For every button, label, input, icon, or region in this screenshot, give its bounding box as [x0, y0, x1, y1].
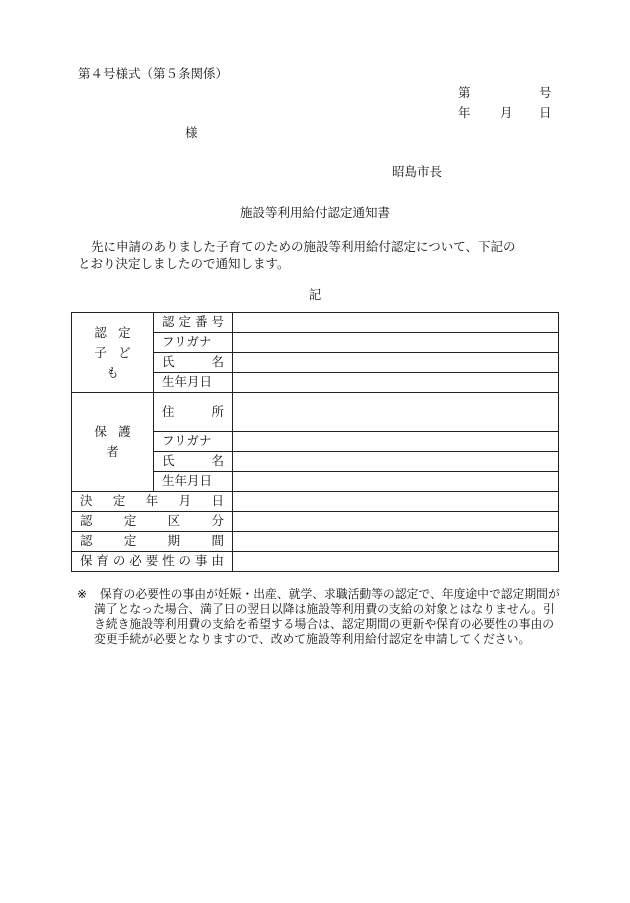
body-line-2: とおり決定しましたので通知します。	[78, 256, 290, 271]
date-day: 日	[539, 105, 552, 120]
decision-date-value	[233, 492, 559, 512]
label-guardian-birthdate-text: 生年月日	[162, 473, 213, 489]
guardian-birthdate-value	[233, 472, 559, 492]
date-month: 月	[500, 105, 513, 120]
child-name-char-2: 名	[211, 354, 224, 370]
guardian-address-value	[233, 393, 559, 432]
label-child-birthdate	[154, 373, 233, 393]
label-child-furigana-text: フリガナ	[162, 334, 212, 350]
body-line-1: 先に申請のありました子育てのための施設等利用給付認定について、下記の	[91, 239, 516, 254]
guardian-furigana-value	[233, 432, 559, 452]
date-year: 年	[458, 105, 471, 120]
decision-date-spread: 決 定 年 月 日	[80, 493, 224, 509]
guardian-address-char-1: 住	[162, 403, 175, 419]
number-suffix: 号	[539, 85, 552, 100]
child-group-label	[72, 313, 154, 393]
label-cert-period	[72, 532, 233, 552]
care-reason-spread: 保 育 の 必 要 性 の 事 由	[80, 553, 224, 569]
label-cert-category	[72, 512, 233, 532]
label-child-furigana	[154, 333, 233, 353]
child-group-line-1: 認定	[94, 324, 142, 340]
guardian-address-char-2: 所	[211, 403, 224, 419]
child-group-line-2: 子ども	[94, 344, 142, 380]
note-mark: ※	[77, 587, 87, 601]
issuer-name: 昭島市長	[392, 164, 443, 179]
care-reason-value	[233, 552, 559, 572]
guardian-name-char-2: 名	[211, 453, 224, 469]
label-care-reason	[72, 552, 233, 572]
guardian-name-char-1: 氏	[162, 453, 175, 469]
label-guardian-name	[154, 452, 233, 472]
label-guardian-furigana	[154, 432, 233, 452]
cert-number-value	[233, 313, 559, 333]
child-name-value	[233, 353, 559, 373]
label-decision-date	[72, 492, 233, 512]
label-cert-number	[154, 313, 233, 333]
form-label: 第４号様式（第５条関係）	[78, 66, 229, 81]
child-birthdate-value	[233, 373, 559, 393]
label-guardian-birthdate	[154, 472, 233, 492]
guardian-group-text: 保護者	[94, 424, 142, 459]
guardian-name-value	[233, 452, 559, 472]
child-name-char-1: 氏	[162, 354, 175, 370]
cert-category-value	[233, 512, 559, 532]
cert-category-spread: 認 定 区 分	[80, 513, 224, 529]
label-child-birthdate-text: 生年月日	[162, 374, 213, 390]
label-guardian-address	[154, 393, 233, 432]
label-child-name	[154, 353, 233, 373]
certification-table	[71, 312, 559, 572]
document-title: 施設等利用給付認定通知書	[239, 205, 390, 220]
number-prefix: 第	[458, 85, 471, 100]
addressee-suffix: 様	[185, 125, 198, 140]
label-cert-number-text: 認 定 番 号	[162, 314, 224, 330]
cert-period-spread: 認 定 期 間	[80, 533, 224, 549]
label-guardian-furigana-text: フリガナ	[162, 433, 212, 449]
child-furigana-value	[233, 333, 559, 353]
ki-label: 記	[308, 287, 322, 302]
note-text: 保育の必要性の事由が妊娠・出産、就学、求職活動等の認定で、年度途中で認定期間が満了となった場合、満了日の翌日以降は施設等利用費の支給の対象とはなりません。引き続き施設等利用費の支給を希望する場合は、認定期間の更新や保育の必要性の事由の変更手続が必要となりますので、改めて施設等利用給付認定を申請してください。	[94, 587, 560, 646]
note-block	[77, 587, 562, 647]
guardian-group-label	[72, 393, 154, 492]
cert-period-value	[233, 532, 559, 552]
